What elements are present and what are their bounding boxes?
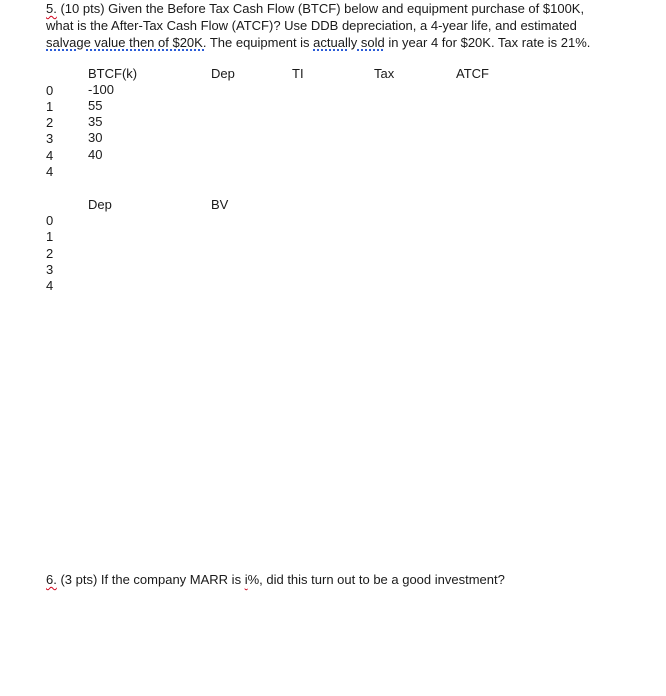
problem-6-text-b: %, did this turn out to be a good investment? bbox=[247, 572, 505, 587]
salvage-phrase: salvage value then of $20K. bbox=[46, 35, 207, 50]
year-cell: 4 bbox=[46, 278, 54, 293]
header-dep: Dep bbox=[211, 66, 235, 81]
problem-5-statement bbox=[46, 0, 646, 51]
problem-5-line-3-text-b: The equipment is bbox=[206, 35, 314, 50]
actually-sold-phrase: actually sold bbox=[313, 35, 385, 50]
year-cell: 2 bbox=[46, 246, 54, 261]
year-cell: 4 bbox=[46, 164, 54, 179]
problem-6-text-a: (3 pts) If the company MARR is bbox=[56, 572, 245, 587]
problem-5-line-3 bbox=[46, 34, 646, 51]
year-cell: 3 bbox=[46, 131, 54, 146]
problem-5-line-2: what is the After-Tax Cash Flow (ATCF)? Use DDB depreciation, a 4-year life, and estimated bbox=[46, 18, 577, 33]
problem-5-line-1-text: (10 pts) Given the Before Tax Cash Flow (BTCF) below and equipment purchase of $100K, bbox=[56, 1, 585, 16]
header-dep: Dep bbox=[88, 197, 112, 212]
header-ti: TI bbox=[292, 66, 304, 81]
problem-6-statement bbox=[46, 571, 505, 588]
year-cell: 2 bbox=[46, 115, 54, 130]
btcf-value: 40 bbox=[88, 147, 103, 162]
year-cell: 0 bbox=[46, 83, 54, 98]
btcf-value: -100 bbox=[88, 82, 115, 97]
btcf-value: 55 bbox=[88, 98, 103, 113]
header-btcf: BTCF(k) bbox=[88, 66, 138, 81]
problem-5-line-1 bbox=[46, 0, 646, 17]
header-atcf: ATCF bbox=[456, 66, 489, 81]
marr-variable: i bbox=[244, 572, 248, 587]
year-cell: 0 bbox=[46, 213, 54, 228]
btcf-value: 35 bbox=[88, 114, 103, 129]
problem-5-line-3-text-d: in year 4 for $20K. Tax rate is 21%. bbox=[384, 35, 591, 50]
problem-5-number: 5. bbox=[46, 1, 57, 16]
year-cell: 3 bbox=[46, 262, 54, 277]
btcf-value: 30 bbox=[88, 130, 103, 145]
header-tax: Tax bbox=[374, 66, 395, 81]
header-bv: BV bbox=[211, 197, 229, 212]
year-cell: 4 bbox=[46, 148, 54, 163]
problem-6-number: 6. bbox=[46, 572, 57, 587]
year-cell: 1 bbox=[46, 229, 54, 244]
year-cell: 1 bbox=[46, 99, 54, 114]
